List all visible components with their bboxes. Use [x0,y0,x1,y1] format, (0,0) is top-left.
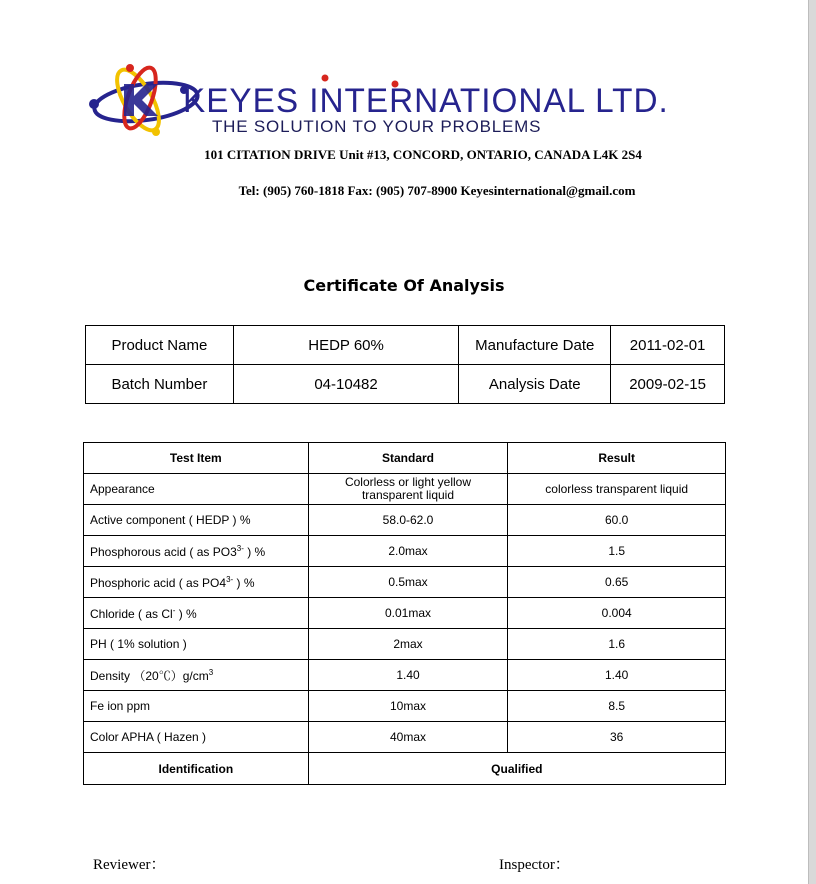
table-row [84,598,726,629]
table-row [84,567,726,598]
test-item-text: Density （20℃）g/cm [90,668,209,683]
analysis-date-label: Analysis Date [459,365,611,404]
product-info-table [85,325,725,404]
analysis-date-value: 2009-02-15 [611,365,725,404]
test-item: Active component ( HEDP ) % [84,505,309,536]
table-row [86,365,725,404]
test-item-text: Phosphorous acid ( as PO3 [90,544,237,559]
header-result: Result [508,443,726,474]
standard-value: 40max [308,722,508,753]
test-item: Fe ion ppm [84,691,309,722]
standard-value: 0.01max [308,598,508,629]
company-address: 101 CITATION DRIVE Unit #13, CONCORD, ONTARIO, CANADA L4K 2S4 [204,147,642,162]
standard-line: transparent liquid [361,488,455,502]
table-header-row [84,443,726,474]
standard-value [308,474,508,505]
table-row [84,629,726,660]
superscript: 3- [226,574,234,584]
test-item [84,536,309,567]
table-row [84,691,726,722]
header-standard: Standard [308,443,508,474]
company-tagline: THE SOLUTION TO YOUR PROBLEMS [212,117,542,136]
product-name-value: HEDP 60% [233,326,459,365]
table-row [84,660,726,691]
standard-value: 0.5max [308,567,508,598]
identification-row [84,753,726,785]
standard-value: 58.0-62.0 [308,505,508,536]
result-value: 0.65 [508,567,726,598]
result-value: 36 [508,722,726,753]
result-value: colorless transparent liquid [508,474,726,505]
standard-value: 1.40 [308,660,508,691]
test-item [84,567,309,598]
test-item [84,598,309,629]
result-value: 8.5 [508,691,726,722]
company-name: KEYES INTERNATIONAL LTD. [183,82,669,120]
test-item-text: Chloride ( as Cl [90,606,173,621]
test-item [84,660,309,691]
standard-value: 2max [308,629,508,660]
test-item: PH ( 1% solution ) [84,629,309,660]
header-test-item: Test Item [84,443,309,474]
result-value: 1.6 [508,629,726,660]
document-title: Certificate Of Analysis [303,276,505,295]
superscript: - [172,605,176,615]
result-value: 1.40 [508,660,726,691]
test-item: Color APHA ( Hazen ) [84,722,309,753]
viewer-scrollbar[interactable] [808,0,816,884]
batch-number-value: 04-10482 [233,365,459,404]
superscript: 3- [236,543,244,553]
standard-value: 2.0max [308,536,508,567]
result-value: 1.5 [508,536,726,567]
batch-number-label: Batch Number [86,365,234,404]
table-row [84,505,726,536]
reviewer-label: Reviewer： [93,857,166,873]
standard-line: Colorless or light yellow [344,475,472,489]
standard-value: 10max [308,691,508,722]
table-row [84,722,726,753]
test-item: Appearance [84,474,309,505]
test-item-text: ) % [175,606,197,621]
manufacture-date-label: Manufacture Date [459,326,611,365]
company-contact: Tel: (905) 760-1818 Fax: (905) 707-8900 Keyesinternational@gmail.com [238,183,636,198]
test-item-text: Phosphoric acid ( as PO4 [90,575,227,590]
identification-value: Qualified [308,753,725,785]
table-row [86,326,725,365]
identification-label: Identification [84,753,309,785]
table-row [84,536,726,567]
superscript: 3 [208,667,214,677]
result-value: 0.004 [508,598,726,629]
product-name-label: Product Name [86,326,234,365]
result-value: 60.0 [508,505,726,536]
inspector-label: Inspector： [499,857,570,873]
analysis-results-table [83,442,726,785]
manufacture-date-value: 2011-02-01 [611,326,725,365]
table-row [84,474,726,505]
test-item-text: ) % [233,575,255,590]
test-item-text: ) % [243,544,266,559]
